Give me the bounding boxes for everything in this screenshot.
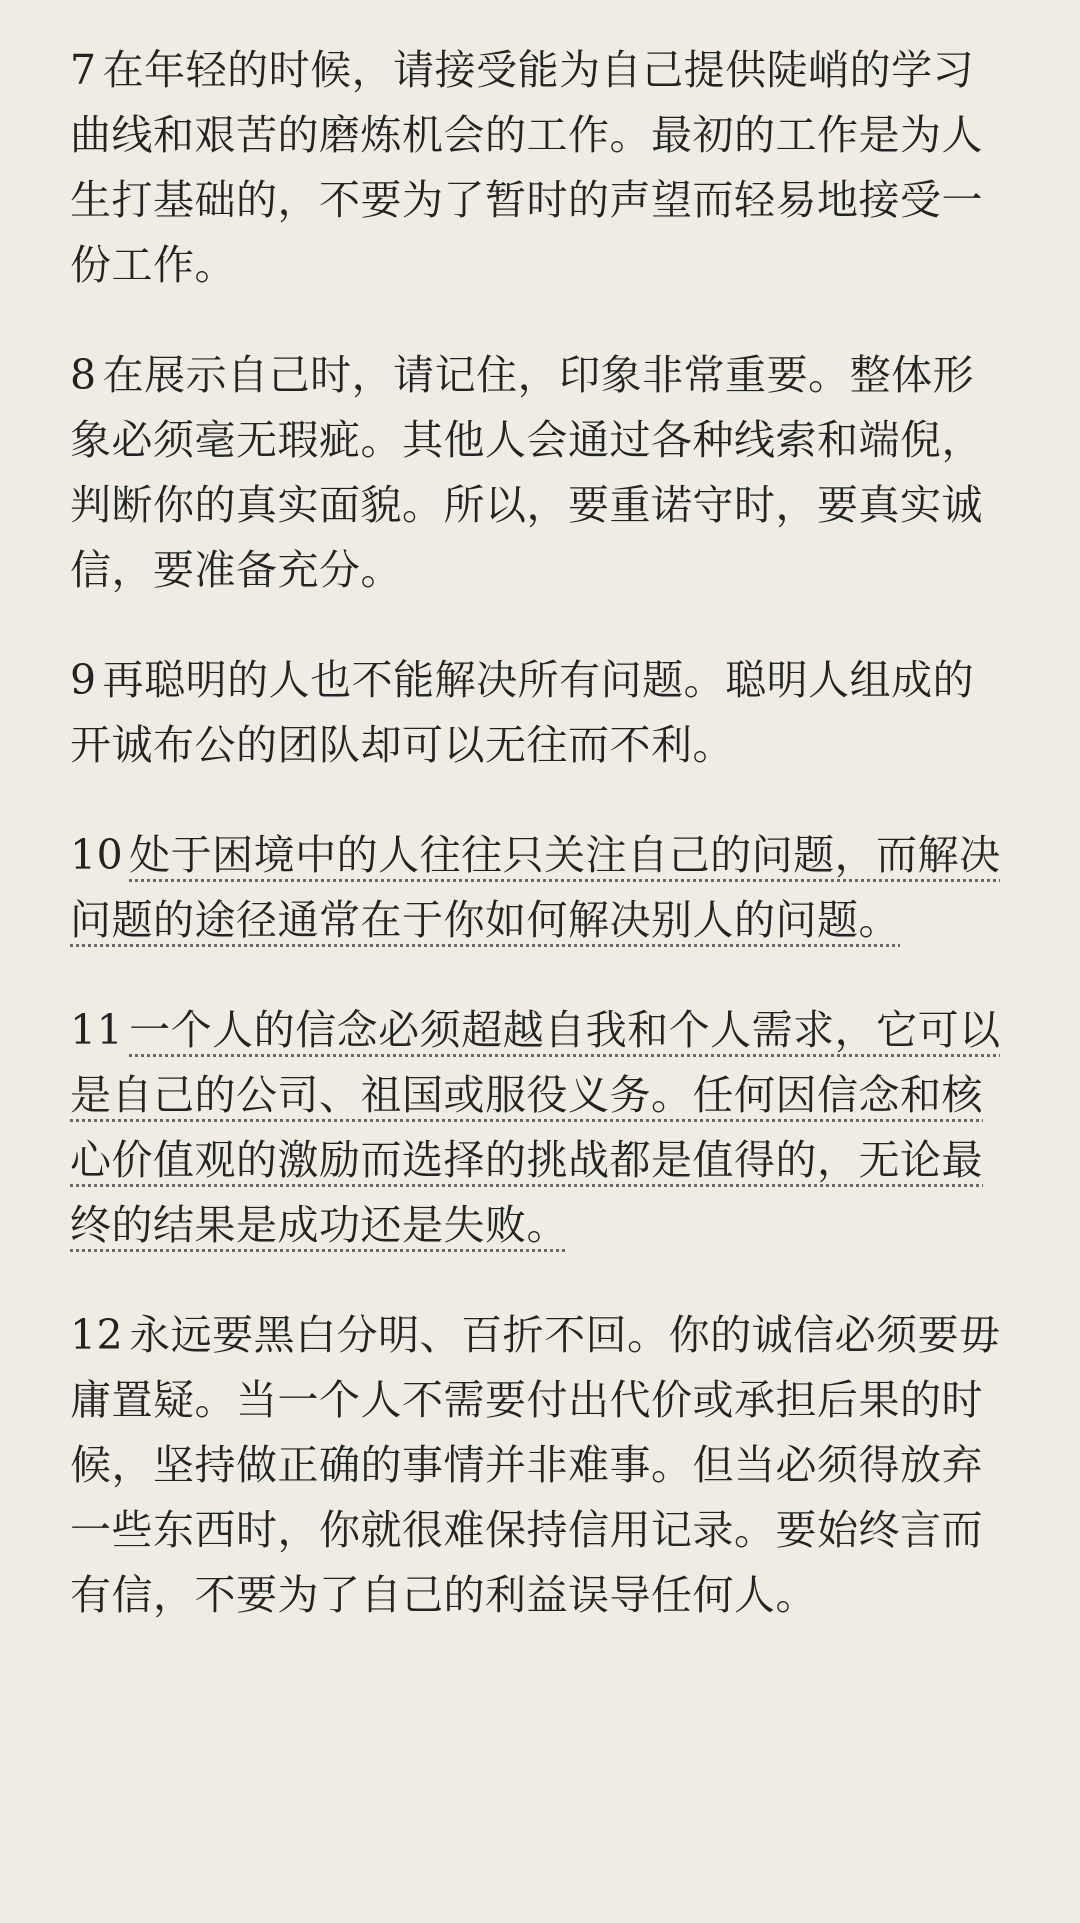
paragraph-8: [70, 343, 1015, 603]
item-number: 8: [70, 351, 97, 399]
paragraph-text: [70, 998, 1015, 1258]
item-text: 在年轻的时候，请接受能为自己提供陡峭的学习曲线和艰苦的磨炼机会的工作。最初的工作是为人生打基础的，不要为了暂时的声望而轻易地接受一份工作。: [70, 46, 983, 289]
paragraph-10: [70, 823, 1015, 953]
paragraph-12: [70, 1303, 1015, 1628]
item-text-highlighted: 一个人的信念必须超越自我和个人需求，它可以是自己的公司、祖国或服役义务。任何因信念和核心价值观的激励而选择的挑战都是值得的，无论最终的结果是成功还是失败。: [70, 1006, 1001, 1249]
item-number: 11: [70, 1006, 124, 1054]
item-text: 在展示自己时，请记住，印象非常重要。整体形象必须毫无瑕疵。其他人会通过各种线索和端倪，判断你的真实面貌。所以，要重诺守时，要真实诚信，要准备充分。: [70, 351, 983, 594]
item-text-highlighted: 处于困境中的人往往只关注自己的问题，而解决问题的途径通常在于你如何解决别人的问题。: [70, 831, 1001, 944]
paragraph-9: [70, 648, 1015, 778]
item-number: 9: [70, 656, 97, 704]
item-text: 永远要黑白分明、百折不回。你的诚信必须要毋庸置疑。当一个人不需要付出代价或承担后果的时候，坚持做正确的事情并非难事。但当必须得放弃一些东西时，你就很难保持信用记录。要始终言而有信，不要为了自己的利益误导任何人。: [70, 1311, 1001, 1619]
paragraph-text: [70, 648, 1015, 778]
paragraph-text: [70, 823, 1015, 953]
paragraph-11: [70, 998, 1015, 1258]
item-number: 10: [70, 831, 124, 879]
paragraph-text: [70, 38, 1015, 298]
paragraph-text: [70, 1303, 1015, 1628]
item-number: 12: [70, 1311, 124, 1359]
item-number: 7: [70, 46, 97, 94]
paragraph-text: [70, 343, 1015, 603]
paragraph-7: [70, 38, 1015, 298]
item-text: 再聪明的人也不能解决所有问题。聪明人组成的开诚布公的团队却可以无往而不利。: [70, 656, 975, 769]
